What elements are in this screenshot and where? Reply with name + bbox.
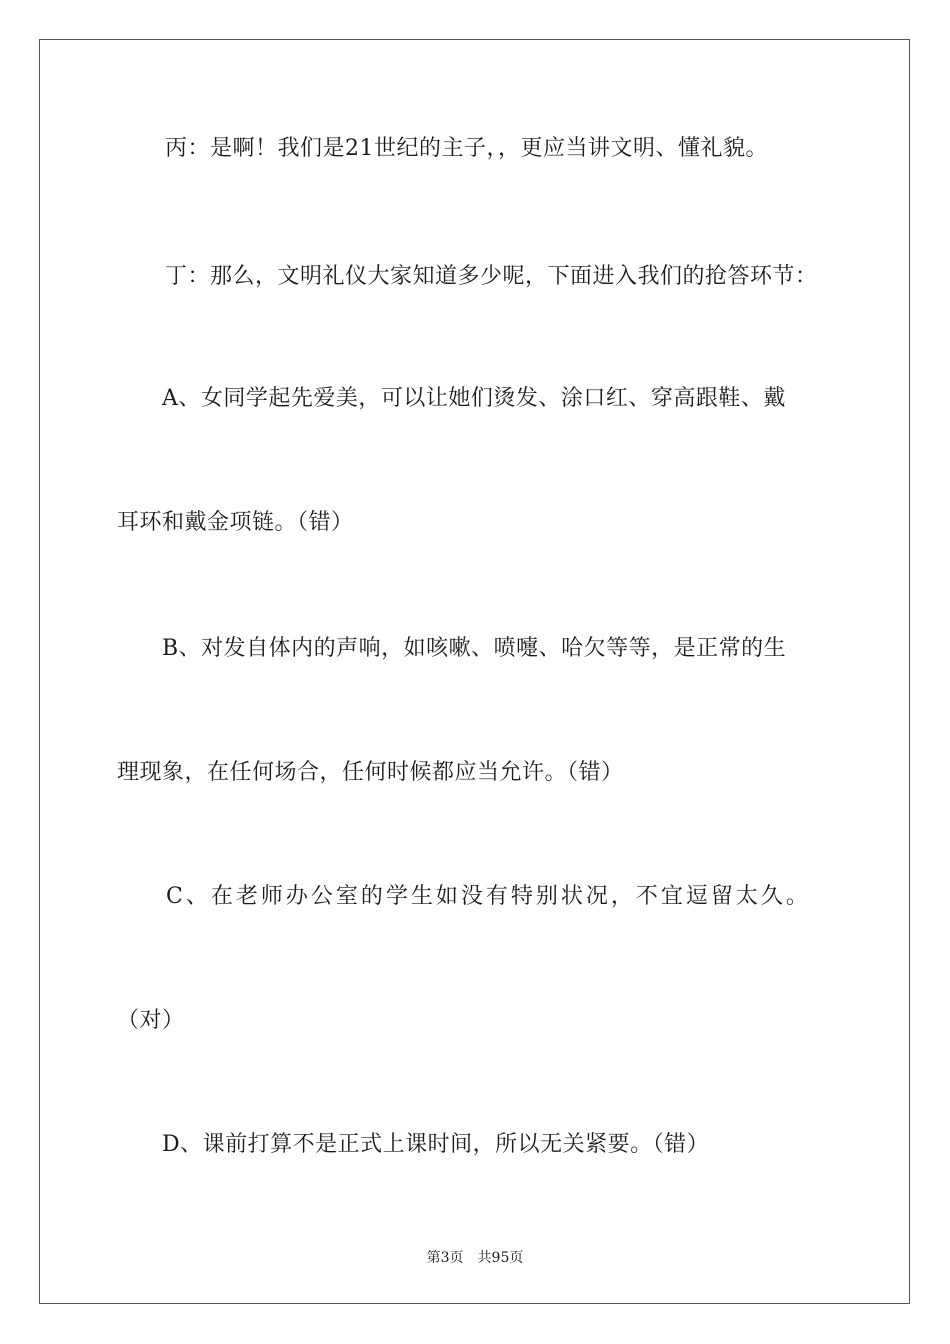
page-border [39, 39, 910, 1304]
question-a-line-2: 耳环和戴金项链。（错） [117, 510, 354, 535]
page-number: 第3页 [426, 1250, 464, 1266]
question-a-line-1: A、女同学起先爱美，可以让她们烫发、涂口红、穿高跟鞋、戴 [162, 386, 786, 411]
page-total: 共95页 [477, 1250, 524, 1266]
question-b-line-2: 理现象，在任何场合，任何时候都应当允许。（错） [117, 760, 624, 785]
paragraph-bing: 丙：是啊！我们是21世纪的主子，，更应当讲文明、懂礼貌。 [165, 136, 768, 161]
question-b-line-1: B、对发自体内的声响，如咳嗽、喷嚏、哈欠等等，是正常的生 [162, 636, 787, 661]
page-footer [0, 1248, 950, 1268]
paragraph-ding: 丁：那么，文明礼仪大家知道多少呢，下面进入我们的抢答环节： [165, 264, 818, 289]
question-c-line-2: （对） [117, 1008, 185, 1033]
question-d: D、课前打算不是正式上课时间，所以无关紧要。（错） [162, 1132, 710, 1157]
question-c-line-1: C、在老师办公室的学生如没有特别状况，不宜逗留太久。 [166, 884, 811, 909]
